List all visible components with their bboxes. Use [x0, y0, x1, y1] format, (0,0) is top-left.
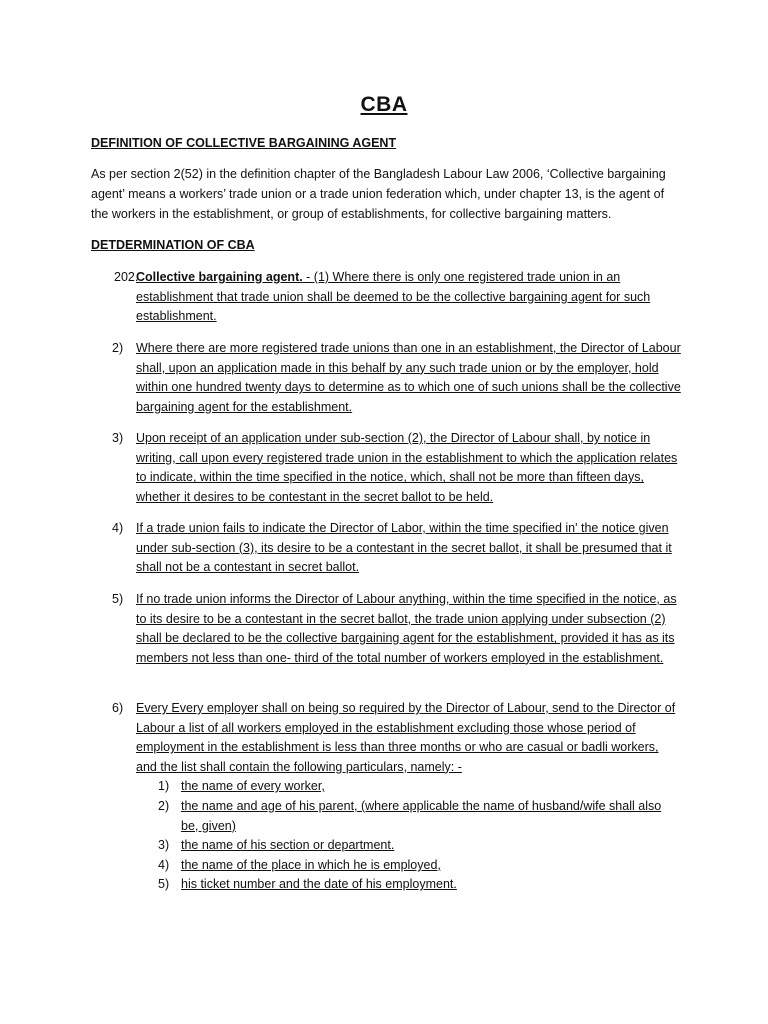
determination-heading: DETDERMINATION OF CBA — [91, 238, 255, 252]
list-item-text: Upon receipt of an application under sub-section (2), the Director of Labour shall, by notice in writing, call upon every registered trade union in the establishment to which the application relates to indicate, within the time specified in the notice, which, shall not be more than fifteen days, whether it desires to be contestant in the secret ballot to be held. — [136, 431, 678, 504]
list-item-number: 3) — [112, 431, 124, 445]
list-item-number: 4) — [112, 521, 124, 535]
section-text: - (1) Where there is only one registered trade union in an establishment that trade union shall be deemed to be the collective bargaining agent for such establishment. — [136, 270, 651, 324]
sub-list-item-text: his ticket number and the date of his employment. — [181, 877, 457, 891]
sub-list-item-number: 3) — [158, 838, 170, 852]
list-item-number: 2) — [112, 341, 124, 355]
sub-list-item-number: 4) — [158, 858, 170, 872]
section-heading: Collective bargaining agent. — [136, 270, 303, 284]
list-item-text: Every Every employer shall on being so required by the Director of Labour, send to the Director of Labour a list of all workers employed in the establishment excluding those whose period of employment in the establishment is less than three months or who are casual or badli workers, and the list shall contain the following particulars, namely: - — [136, 701, 676, 774]
page-title: CBA — [360, 93, 408, 116]
sub-list-item-number: 2) — [158, 799, 170, 813]
sub-list-item-text: the name of the place in which he is employed, — [181, 858, 441, 872]
sub-list-item-text: the name and age of his parent, (where applicable the name of husband/wife shall also be, given) — [181, 799, 662, 833]
list-item-text: If no trade union informs the Director of Labour anything, within the time specified in the notice, as to its desire to be a contestant in the secret ballot, the trade union applying under subsection (2) shall be declared to be the collective bargaining agent for the establishment, provided it has as its members not less than one- third of the total number of workers employed in the establishment. — [136, 592, 677, 665]
sub-list-item-text: the name of every worker, — [181, 779, 325, 793]
list-item-text: Where there are more registered trade unions than one in an establishment, the Director of Labour shall, upon an application made in this behalf by any such trade union or by the employer, hold within one hundred twenty days to determine as to which one of such unions shall be the collective bargaining agent for the establishment. — [136, 341, 681, 414]
sub-list-item-text: the name of his section or department. — [181, 838, 395, 852]
definition-paragraph: As per section 2(52) in the definition chapter of the Bangladesh Labour Law 2006, ‘Collective bargaining agent’ means a workers’ trade union or a trade union federation which, under chapter 13, is the agent of the workers in the establishment, or group of establishments, for collective bargaining matters. — [91, 167, 666, 221]
list-item-number: 5) — [112, 592, 124, 606]
sub-list-item-number: 5) — [158, 877, 170, 891]
definition-heading: DEFINITION OF COLLECTIVE BARGAINING AGENT — [91, 136, 397, 150]
sub-list-item-number: 1) — [158, 779, 170, 793]
list-item-text: If a trade union fails to indicate the Director of Labor, within the time specified in' the notice given under sub-section (3), its desire to be a contestant in the secret ballot, it shall be presumed that it shall not be a contestant in secret ballot. — [136, 521, 672, 575]
list-item-number: 6) — [112, 701, 124, 715]
section-number: 202. — [114, 270, 139, 284]
section-body — [136, 268, 681, 327]
